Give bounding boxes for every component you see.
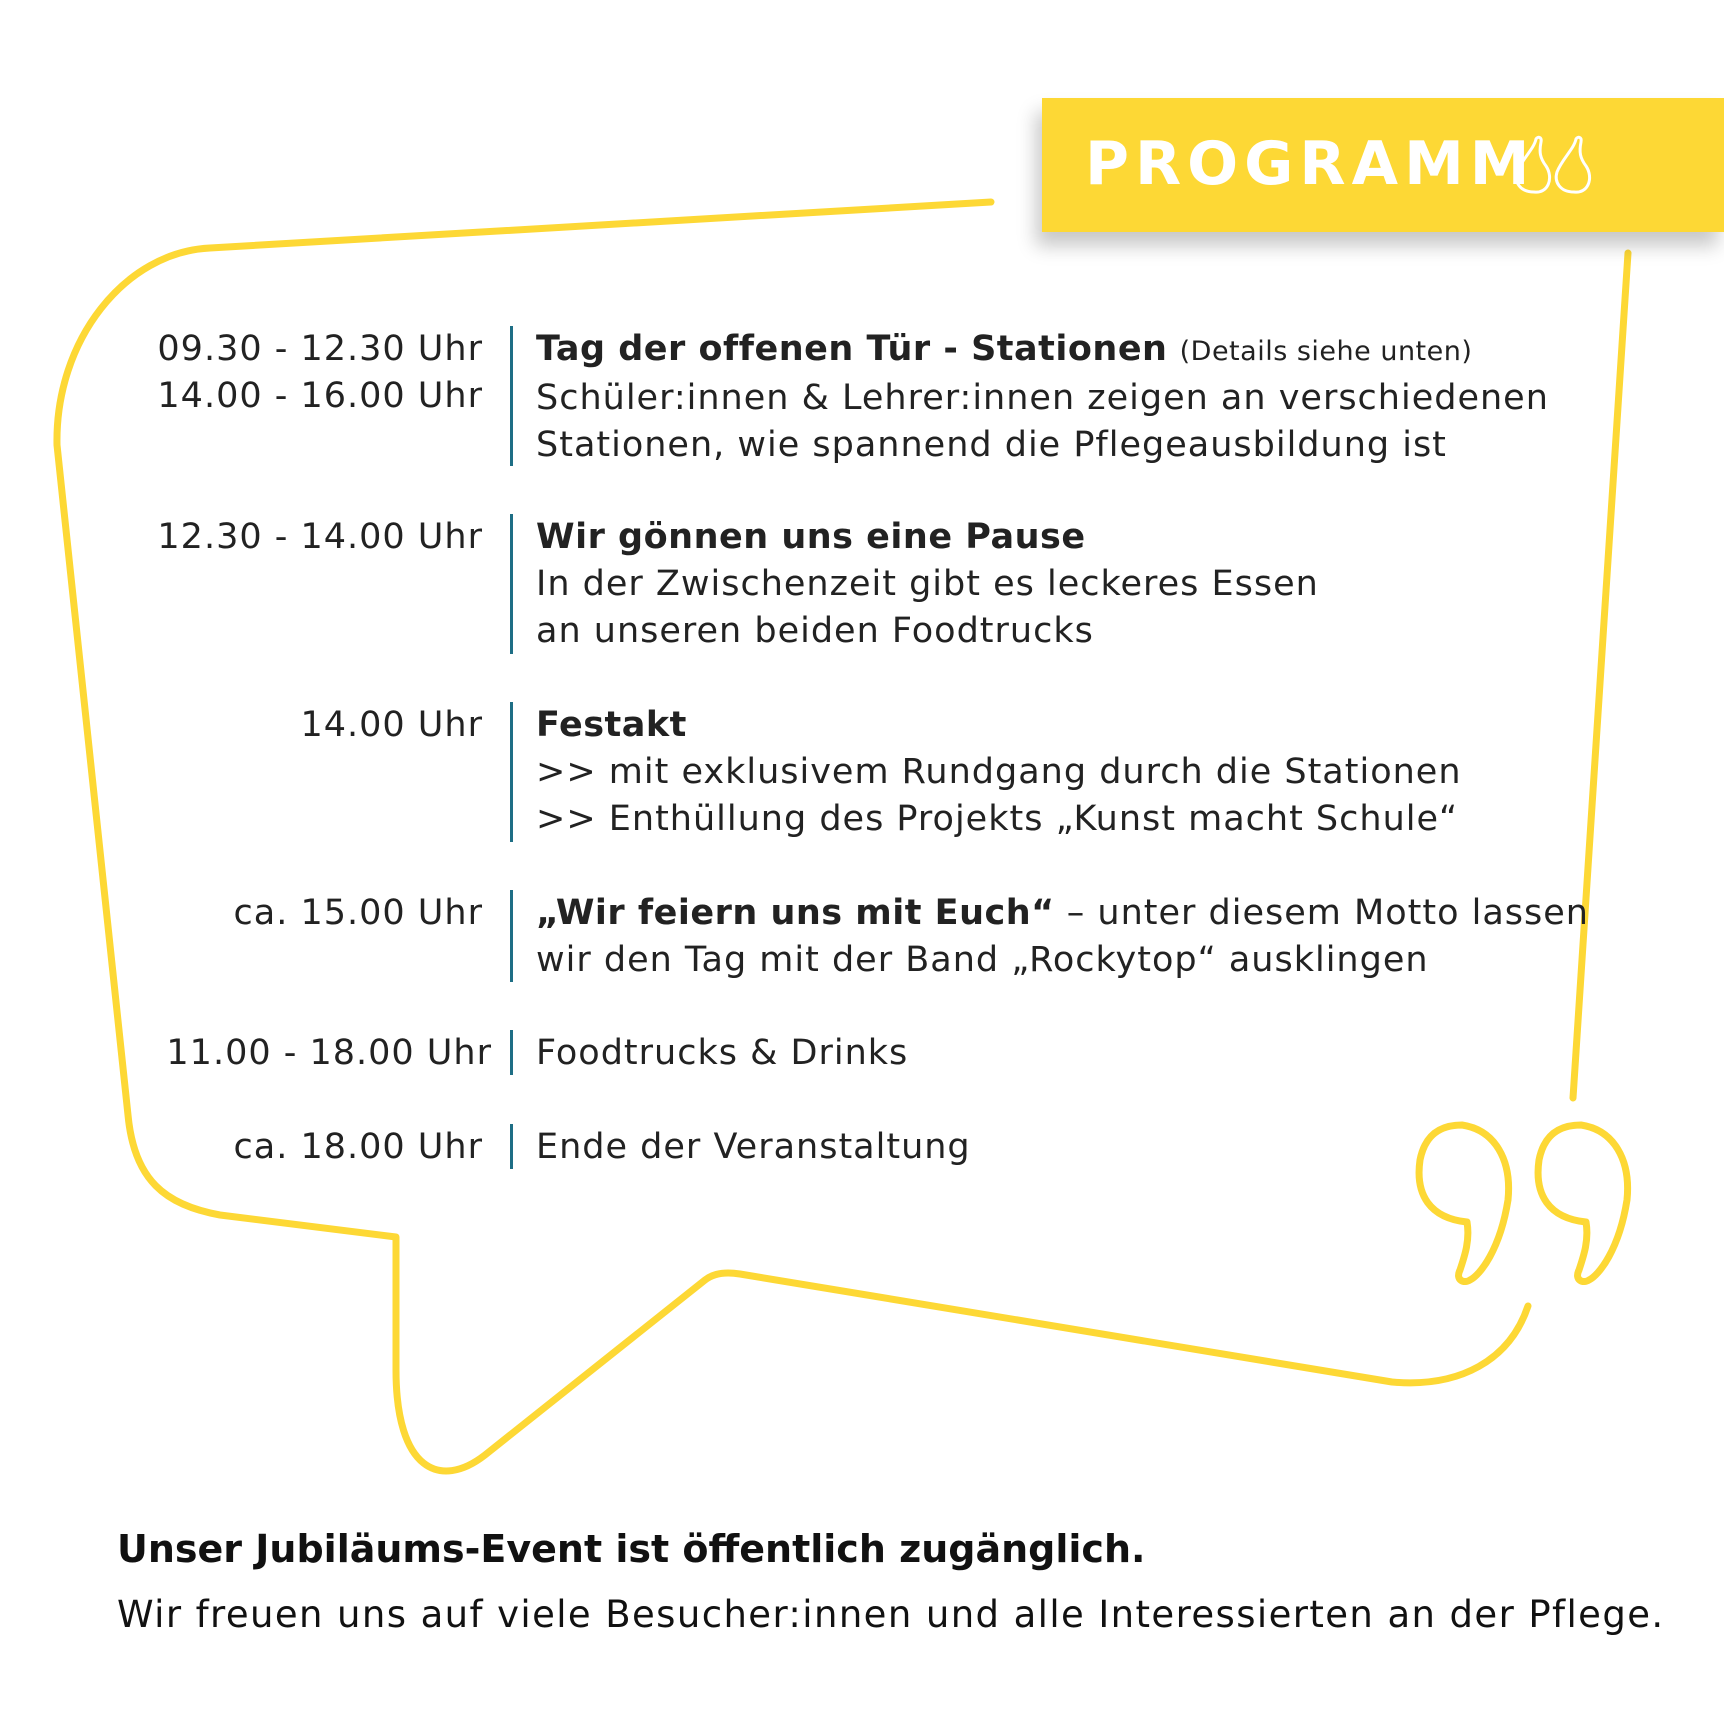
closing-quote-icon: [1419, 1125, 1628, 1282]
footer-headline: Unser Jubiläums-Event ist öffentlich zugänglich.: [117, 1527, 1146, 1571]
header-banner: [1042, 98, 1724, 232]
page-title: PROGRAMM: [1085, 129, 1536, 199]
time-slot: ca. 15.00 Uhr: [233, 893, 483, 933]
entry-description: [536, 514, 1319, 655]
entry-note: (Details siehe unten): [1179, 336, 1473, 367]
divider-line: [510, 1030, 513, 1075]
time-label: [157, 326, 483, 420]
time-label: [300, 702, 483, 749]
divider-line: [510, 1124, 513, 1169]
entry-title: Wir gönnen uns eine Pause: [536, 517, 1086, 557]
entry-line: In der Zwischenzeit gibt es leckeres Essen: [536, 564, 1319, 604]
time-label: [234, 1124, 483, 1171]
quote-marks-icon: [1512, 134, 1598, 200]
time-label: [157, 514, 483, 561]
footer-text: Wir freuen uns auf viele Besucher:innen und alle Interessierten an der Pflege.: [117, 1593, 1665, 1636]
time-slot: ca. 18.00 Uhr: [233, 1127, 483, 1167]
entry-description: [536, 702, 1462, 843]
divider-line: [510, 326, 513, 466]
entry-description: [536, 1124, 971, 1171]
entry-title-suffix: – unter diesem Motto lassen: [1054, 893, 1589, 933]
entry-description: [536, 890, 1589, 984]
time-slot: 14.00 - 16.00 Uhr: [157, 376, 483, 416]
entry-line: an unseren beiden Foodtrucks: [536, 611, 1094, 651]
divider-line: [510, 514, 513, 654]
entry-line: Stationen, wie spannend die Pflegeausbildung ist: [536, 425, 1447, 465]
entry-line: >> mit exklusivem Rundgang durch die Stationen: [536, 752, 1462, 792]
time-slot: 14.00 Uhr: [300, 705, 483, 745]
divider-line: [510, 702, 513, 842]
entry-text: Foodtrucks & Drinks: [536, 1033, 909, 1073]
entry-line: >> Enthüllung des Projekts „Kunst macht Schule“: [536, 799, 1459, 839]
entry-title: Festakt: [536, 705, 687, 745]
entry-line: Schüler:innen & Lehrer:innen zeigen an verschiedenen: [536, 378, 1549, 418]
time-slot: 12.30 - 14.00 Uhr: [157, 517, 483, 557]
time-slot: 11.00 - 18.00 Uhr: [166, 1033, 492, 1073]
entry-description: [536, 1030, 908, 1077]
entry-line: wir den Tag mit der Band „Rockytop“ ausklingen: [536, 940, 1429, 980]
time-label: [166, 1030, 492, 1077]
divider-line: [510, 890, 513, 982]
entry-description: [536, 326, 1549, 469]
time-slot: 09.30 - 12.30 Uhr: [157, 329, 483, 369]
entry-text: Ende der Veranstaltung: [536, 1127, 971, 1167]
entry-title: „Wir feiern uns mit Euch“: [536, 893, 1055, 933]
entry-title: Tag der offenen Tür - Stationen: [536, 329, 1168, 369]
time-label: [234, 890, 483, 937]
